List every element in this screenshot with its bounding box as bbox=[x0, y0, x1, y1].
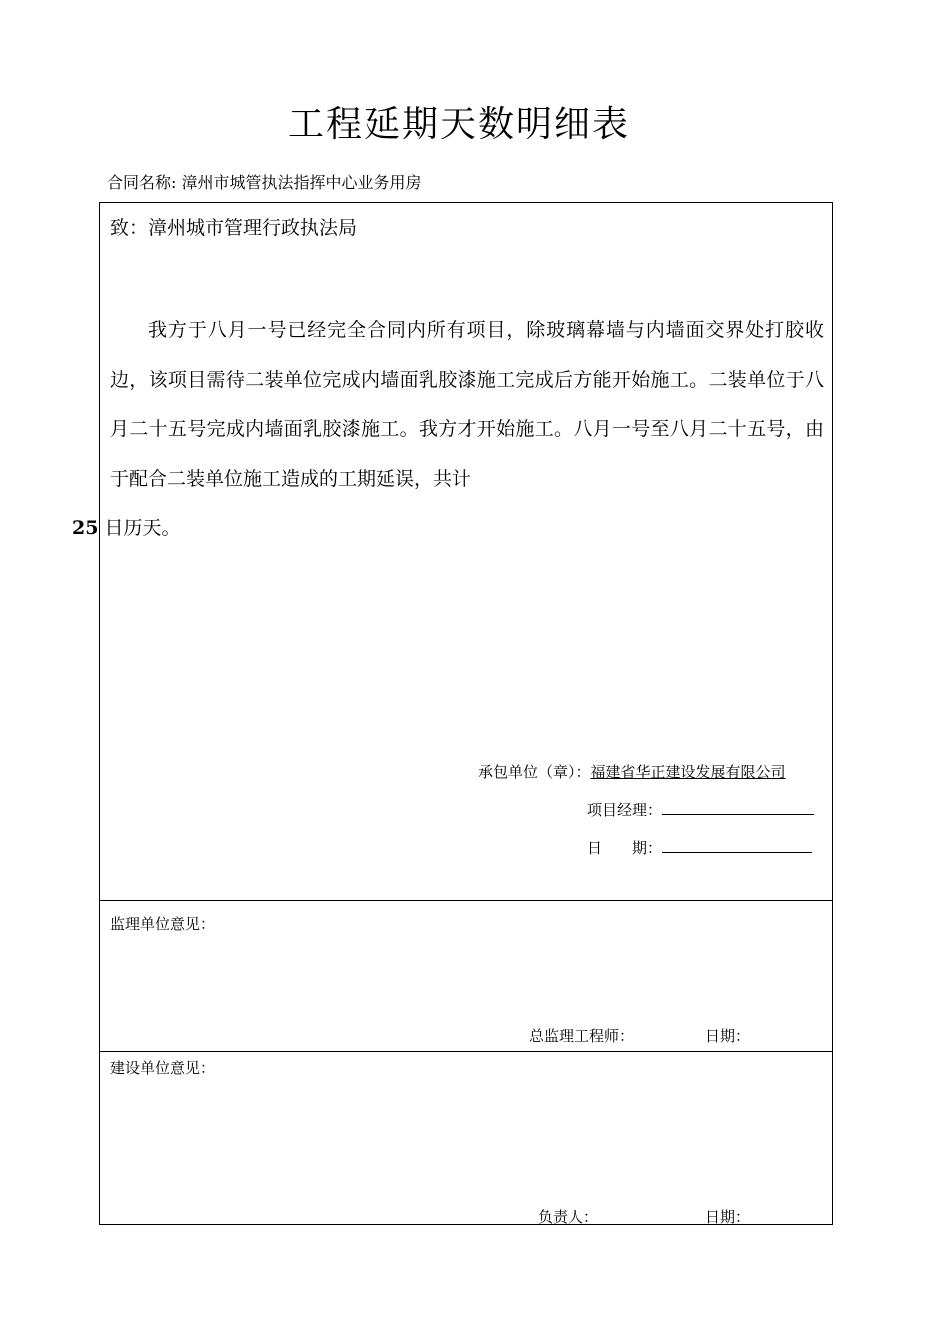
contractor-line bbox=[478, 761, 786, 782]
row-divider bbox=[100, 900, 832, 901]
owner-person-label: 负责人： bbox=[538, 1208, 599, 1226]
manager-signature-field[interactable] bbox=[662, 800, 814, 815]
manager-label: 项目经理： bbox=[587, 801, 663, 819]
contract-label: 合同名称: bbox=[107, 173, 177, 192]
page-title: 工程延期天数明细表 bbox=[287, 104, 630, 145]
contractor-date-line bbox=[587, 837, 812, 858]
supervisor-opinion-label: 监理单位意见： bbox=[110, 915, 216, 933]
letter-text: 我方于八月一号已经完全合同内所有项目，除玻璃幕墙与内墙面交界处打胶收边，该项目需待二装单位完成内墙面乳胶漆施工完成后方能开始施工。二装单位于八月二十五号完成内墙面乳胶漆施工。我方才开始施工。八月一号至八月二十五号，由于配合二装单位施工造成的工期延误，共计 bbox=[110, 319, 824, 490]
recipient-line: 致：漳州城市管理行政执法局 bbox=[110, 217, 358, 239]
letter-paragraph bbox=[72, 306, 824, 554]
row-divider bbox=[100, 1051, 832, 1052]
delay-days: 25 bbox=[72, 517, 99, 539]
supervisor-date-label: 日期： bbox=[705, 1027, 751, 1045]
contract-name-line bbox=[107, 170, 422, 193]
contractor-name: 福建省华正建设发展有限公司 bbox=[590, 763, 786, 781]
owner-opinion-label: 建设单位意见： bbox=[110, 1059, 216, 1077]
contractor-label: 承包单位（章）： bbox=[478, 763, 591, 781]
delay-days-unit: 日历天。 bbox=[104, 517, 181, 539]
letter-body bbox=[72, 306, 824, 554]
owner-date-label: 日期： bbox=[705, 1208, 751, 1226]
chief-engineer-label: 总监理工程师： bbox=[529, 1027, 635, 1045]
contract-name: 漳州市城管执法指挥中心业务用房 bbox=[181, 173, 422, 192]
manager-line bbox=[587, 799, 814, 820]
form-table bbox=[72, 202, 833, 1226]
contractor-date-label: 日 期： bbox=[587, 839, 663, 857]
contractor-date-field[interactable] bbox=[662, 838, 812, 853]
